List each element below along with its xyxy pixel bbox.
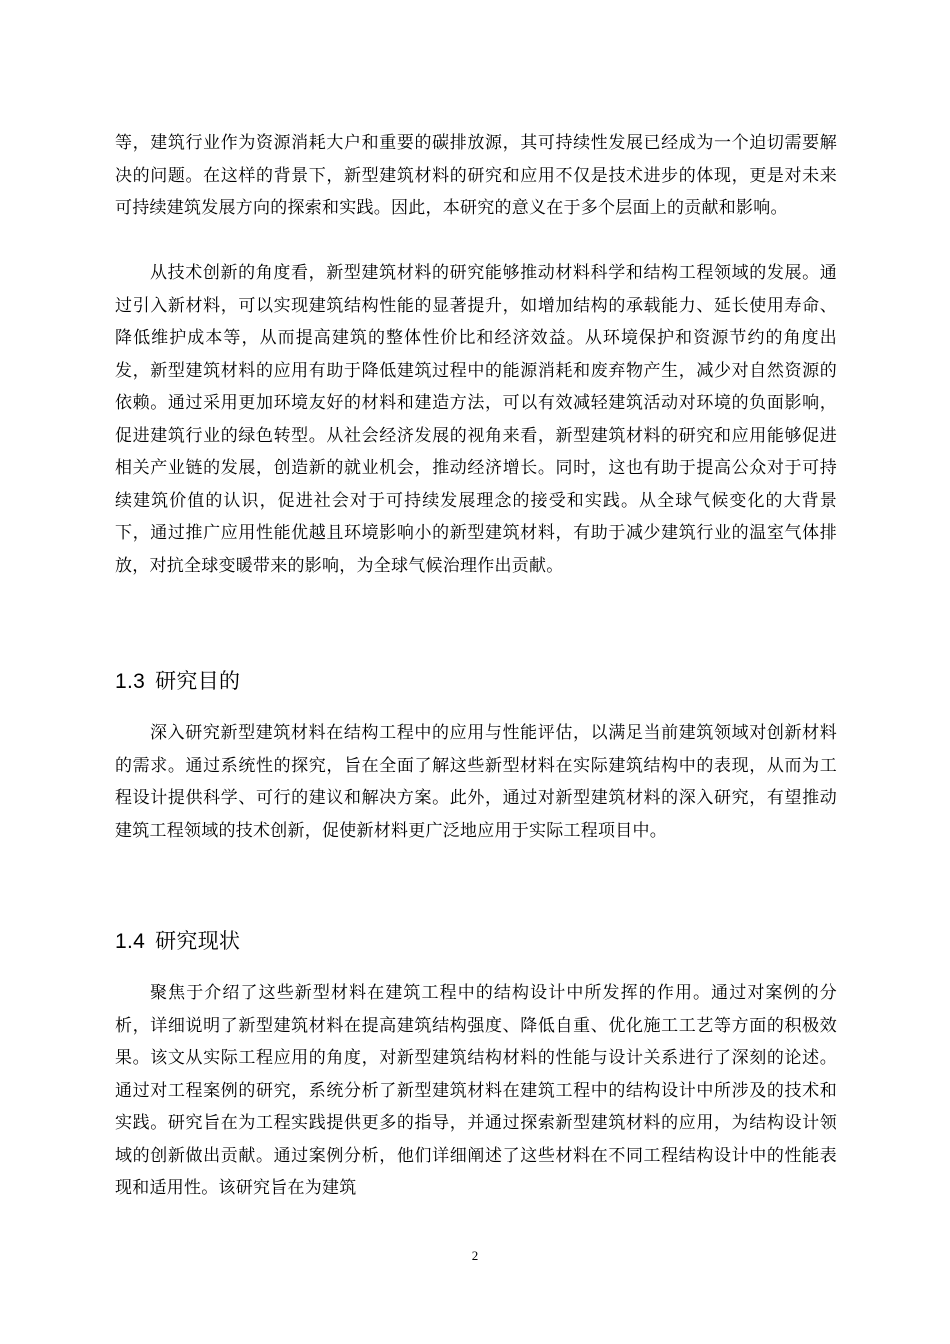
section-title: 研究目的: [155, 670, 241, 693]
body-paragraph-research-status: 聚焦于介绍了这些新型材料在建筑工程中的结构设计中所发挥的作用。通过对案例的分析，详细说明了新型建筑材料在提高建筑结构强度、降低自重、优化施工工艺等方面的积极效果。该文从实际工程应用的角度，对新型建筑结构材料的性能与设计关系进行了深刻的论述。通过对工程案例的研究，系统分析了新型建筑材料在建筑工程中的结构设计中所涉及的技术和实践。研究旨在为工程实践提供更多的指导，并通过探索新型建筑材料的应用，为结构设计领域的创新做出贡献。通过案例分析，他们详细阐述了这些材料在不同工程结构设计中的性能表现和适用性。该研究旨在为建筑: [115, 983, 837, 1198]
section-number: 1.3: [115, 670, 146, 693]
body-paragraph-significance-end: 等，建筑行业作为资源消耗大户和重要的碳排放源，其可持续性发展已经成为一个迫切需要解决的问题。在这样的背景下，新型建筑材料的研究和应用不仅是技术进步的体现，更是对未来可持续建筑发展方向的探索和实践。因此，本研究的意义在于多个层面上的贡献和影响。: [115, 133, 837, 218]
body-paragraph-research-purpose: 深入研究新型建筑材料在结构工程中的应用与性能评估，以满足当前建筑领域对创新材料的需求。通过系统性的探究，旨在全面了解这些新型材料在实际建筑结构中的表现，从而为工程设计提供科学、可行的建议和解决方案。此外，通过对新型建筑材料的深入研究，有望推动建筑工程领域的技术创新，促使新材料更广泛地应用于实际工程项目中。: [115, 723, 837, 841]
page-number: 2: [471, 1248, 479, 1263]
section-title: 研究现状: [155, 930, 241, 953]
section-number: 1.4: [115, 930, 146, 953]
section-heading-research-purpose: [115, 668, 240, 696]
body-paragraph-significance-aspects: 从技术创新的角度看，新型建筑材料的研究能够推动材料科学和结构工程领域的发展。通过引入新材料，可以实现建筑结构性能的显著提升，如增加结构的承载能力、延长使用寿命、降低维护成本等，从而提高建筑的整体性价比和经济效益。从环境保护和资源节约的角度出发，新型建筑材料的应用有助于降低建筑过程中的能源消耗和废弃物产生，减少对自然资源的依赖。通过采用更加环境友好的材料和建造方法，可以有效减轻建筑活动对环境的负面影响，促进建筑行业的绿色转型。从社会经济发展的视角来看，新型建筑材料的研究和应用能够促进相关产业链的发展，创造新的就业机会，推动经济增长。同时，这也有助于提高公众对于可持续建筑价值的认识，促进社会对于可持续发展理念的接受和实践。从全球气候变化的大背景下，通过推广应用性能优越且环境影响小的新型建筑材料，有助于减少建筑行业的温室气体排放，对抗全球变暖带来的影响，为全球气候治理作出贡献。: [115, 263, 837, 576]
section-heading-research-status: [115, 928, 240, 956]
